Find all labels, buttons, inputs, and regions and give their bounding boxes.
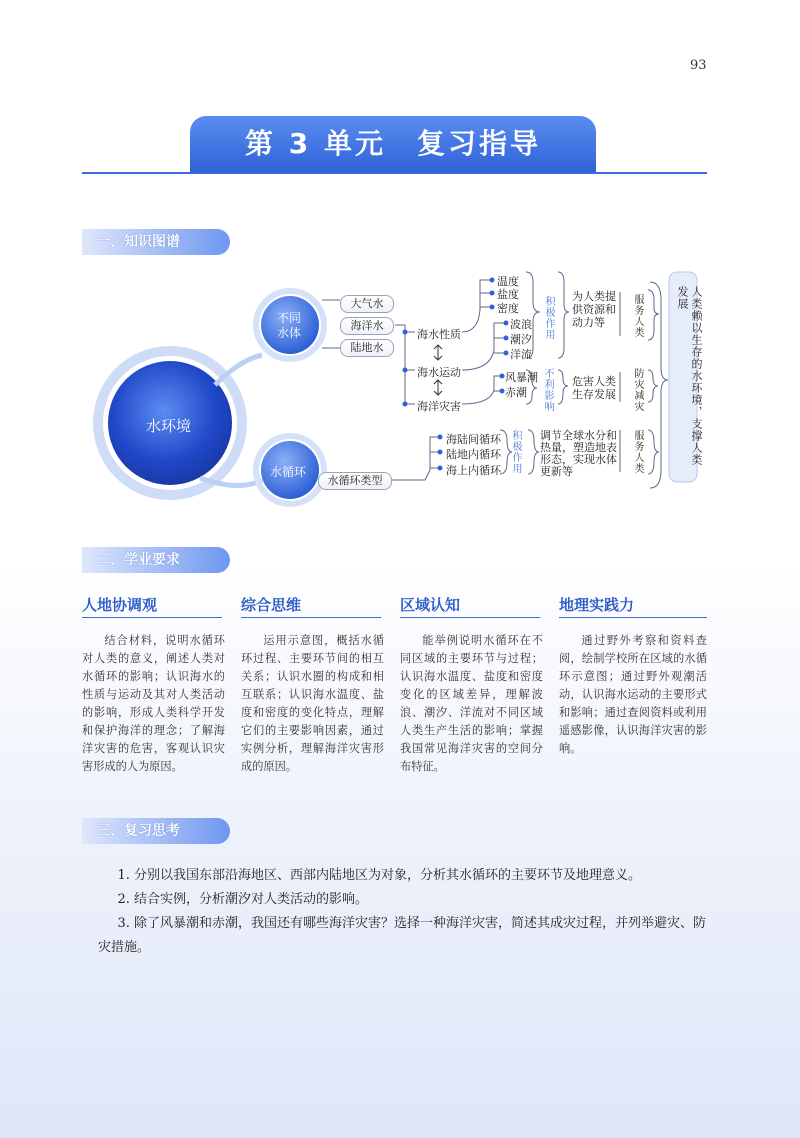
center-label: 水环境 <box>146 417 192 435</box>
sea-disasters: 海洋灾害 <box>417 400 461 413</box>
req-text-1: 结合材料，说明水循环对人类的意义，阐述人类对水循环的影响；认识海水的性质与运动及其对人类活动的影响，形成人类科学开发和保护海洋的理念；了解海洋灾害的危害，客观认识灾害形成的人为原因。 <box>82 634 225 773</box>
prop-salinity: 盐度 <box>497 288 519 301</box>
req-rule-2 <box>241 617 381 618</box>
final-goal: 人类赖以生存的水环境，支撑人类发展 <box>676 286 703 466</box>
cycle-sea-land: 海陆间循环 <box>446 433 501 446</box>
question-2: 2. 结合实例，分析潮汐对人类活动的影响。 <box>117 892 369 907</box>
section-heading-1: 一、知识图谱 <box>82 229 230 255</box>
body-atmosphere: 大气水 <box>340 295 394 313</box>
motion-waves: 波浪 <box>510 318 532 331</box>
question-3: 3. 除了风暴潮和赤潮，我国还有哪些海洋灾害？选择一种海洋灾害，简述其成灾过程，并列举避灾、防灾措施。 <box>98 916 707 955</box>
review-questions <box>98 864 710 960</box>
body-ocean: 海洋水 <box>340 317 394 335</box>
req-title-2: 综合思维 <box>241 596 302 614</box>
role-positive-1: 积极作用 <box>543 296 554 340</box>
req-title-3: 区域认知 <box>400 596 461 614</box>
cycle-ocean: 海上内循环 <box>446 464 501 477</box>
section-heading-2: 二、学业要求 <box>82 547 230 573</box>
cycle-inland: 陆地内循环 <box>446 448 501 461</box>
disaster-storm-surge: 风暴潮 <box>505 371 538 384</box>
sea-motion: 海水运动 <box>417 366 461 379</box>
req-title-4: 地理实践力 <box>559 596 635 614</box>
role-negative: 不利影响 <box>542 368 553 412</box>
req-text-4: 通过野外考察和资料查阅，绘制学校所在区域的水循环示意图；通过野外观潮活动，认识海水运动的主要形式和影响；通过查阅资料或利用遥感影像，认识海洋灾害的影响。 <box>559 634 707 755</box>
target-serve-1: 服务人类 <box>632 294 643 338</box>
role-positive-2: 积极作用 <box>510 430 521 474</box>
prop-temperature: 温度 <box>497 275 519 288</box>
question-1: 1. 分别以我国东部沿海地区、西部内陆地区为对象，分析其水循环的主要环节及地理意义。 <box>117 868 642 883</box>
page-number: 93 <box>690 58 707 73</box>
motion-tides: 潮汐 <box>510 333 532 346</box>
effect-harm: 危害人类 生存发展 <box>572 375 616 401</box>
water-cycle-label: 水循环 <box>270 465 307 479</box>
prop-density: 密度 <box>497 302 519 315</box>
effect-resources: 为人类提 供资源和 动力等 <box>572 290 616 329</box>
req-rule-3 <box>400 617 540 618</box>
body-land: 陆地水 <box>340 339 394 357</box>
sea-properties: 海水性质 <box>417 328 461 341</box>
motion-currents: 洋流 <box>510 348 532 361</box>
req-rule-4 <box>559 617 707 618</box>
disaster-red-tide: 赤潮 <box>505 386 527 399</box>
target-disaster-prevention: 防灾减灾 <box>632 368 643 412</box>
req-text-3: 能举例说明水循环在不同区域的主要环节与过程；认识海水温度、盐度和密度变化的区域差异，理解波浪、潮汐、洋流对不同区域人类生产生活的影响；掌握我国常见海洋灾害的空间分布特征。 <box>400 634 543 773</box>
target-serve-2: 服务人类 <box>632 430 643 474</box>
req-rule-1 <box>82 617 222 618</box>
effect-regulate: 调节全球水分和 热量，塑造地表 形态，实现水体 更新等 <box>540 429 617 478</box>
req-title-1: 人地协调观 <box>82 596 158 614</box>
cycle-type-box: 水循环类型 <box>318 472 392 490</box>
unit-title: 第 3 单元 复习指导 <box>190 116 596 172</box>
section-heading-3: 三、复习思考 <box>82 818 230 844</box>
diff-water-label: 不同 水体 <box>277 311 302 340</box>
req-text-2: 运用示意图，概括水循环过程、主要环节间的相互关系；认识水圈的构成和相互联系；认识海水温度、盐度和密度的变化特点，理解它们的主要影响因素，通过实例分析，理解海洋灾害形成的原因。 <box>241 634 384 773</box>
